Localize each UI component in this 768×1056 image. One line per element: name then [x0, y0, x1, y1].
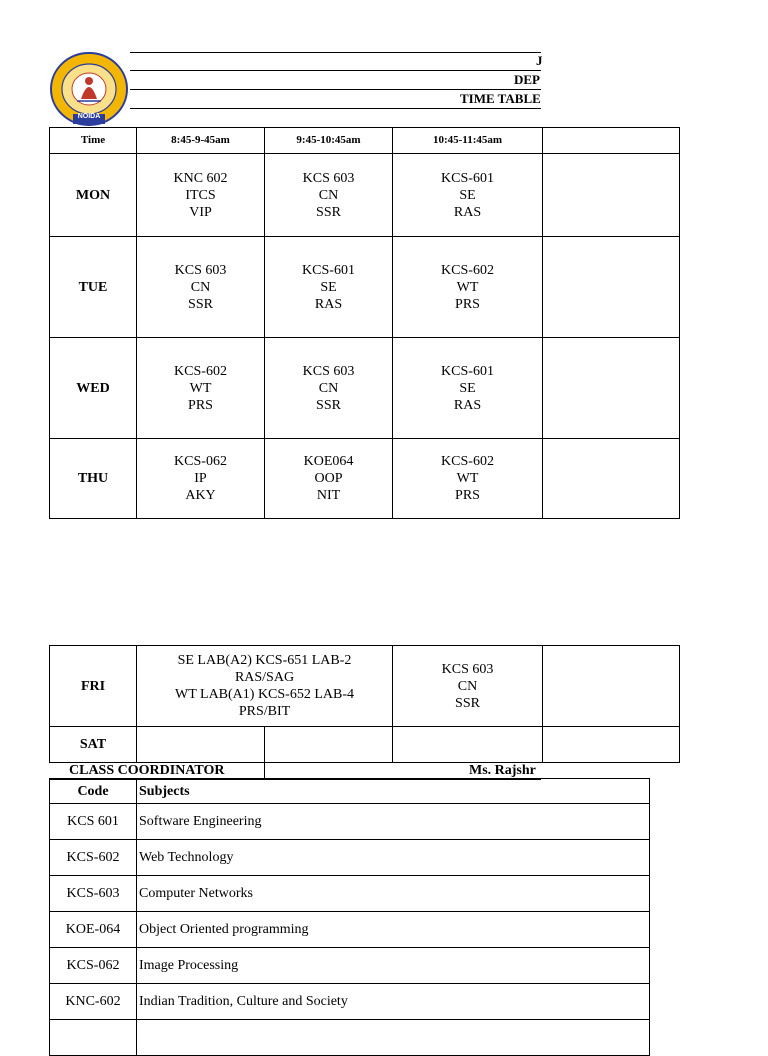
- timetable-row-thu: [50, 439, 680, 519]
- day-label: WED: [50, 338, 137, 439]
- class-cell: KNC 602 ITCS VIP: [137, 154, 265, 237]
- subjects-header-row: [50, 779, 650, 804]
- coordinator-name: Ms. Rajshr: [469, 763, 536, 778]
- subject-row: [50, 876, 650, 912]
- subject-code: KCS 601: [50, 804, 137, 840]
- col-header-code: Code: [50, 779, 137, 804]
- subject-code: KCS-603: [50, 876, 137, 912]
- subject-name: Computer Networks: [137, 876, 650, 912]
- col-header-slot1: 8:45-9-45am: [137, 128, 265, 154]
- subject-row-empty: [50, 1020, 650, 1056]
- day-label: MON: [50, 154, 137, 237]
- subjects-table: [49, 778, 650, 1056]
- class-cell: KCS-601 SE RAS: [265, 237, 393, 338]
- subject-row: [50, 948, 650, 984]
- timetable-grid: [49, 127, 680, 519]
- header-line1: J: [536, 53, 543, 68]
- subject-code: KCS-062: [50, 948, 137, 984]
- timetable-row-mon: [50, 154, 680, 237]
- class-cell: KCS-601 SE RAS: [393, 154, 543, 237]
- col-header-subjects: Subjects: [137, 779, 650, 804]
- day-label: TUE: [50, 237, 137, 338]
- subject-row: [50, 840, 650, 876]
- subject-name: Image Processing: [137, 948, 650, 984]
- col-header-slot3: 10:45-11:45am: [393, 128, 543, 154]
- empty-cell: [265, 727, 393, 763]
- subject-name: Object Oriented programming: [137, 912, 650, 948]
- timetable-row-fri: [50, 646, 680, 727]
- timetable-title: TIME TABLE: [460, 91, 541, 106]
- class-cell: KCS-602 WT PRS: [137, 338, 265, 439]
- subject-name: Software Engineering: [137, 804, 650, 840]
- subject-code: KNC-602: [50, 984, 137, 1020]
- day-label: FRI: [50, 646, 137, 727]
- logo-bottom-text: NOIDA: [77, 113, 101, 120]
- class-cell: KCS 603 CN SSR: [137, 237, 265, 338]
- subject-code: KCS-602: [50, 840, 137, 876]
- timetable-header-row: [50, 128, 680, 154]
- coordinator-label: CLASS COORDINATOR: [69, 763, 225, 778]
- subject-name: Web Technology: [137, 840, 650, 876]
- lab-cell: SE LAB(A2) KCS-651 LAB-2 RAS/SAG WT LAB(A1) KCS-652 LAB-4 PRS/BIT: [137, 646, 393, 727]
- empty-cell: [393, 727, 543, 763]
- timetable-row-sat: [50, 727, 680, 763]
- class-cell: KCS 603 CN SSR: [393, 646, 543, 727]
- class-cell: KCS 603 CN SSR: [265, 154, 393, 237]
- class-cell: KCS-602 WT PRS: [393, 237, 543, 338]
- subject-name: Indian Tradition, Culture and Society: [137, 984, 650, 1020]
- subject-row: [50, 984, 650, 1020]
- empty-cell: [137, 727, 265, 763]
- timetable-grid-continued: [49, 645, 680, 763]
- day-label: THU: [50, 439, 137, 519]
- subject-row: [50, 912, 650, 948]
- class-cell: KCS 603 CN SSR: [265, 338, 393, 439]
- class-cell: KOE064 OOP NIT: [265, 439, 393, 519]
- timetable-row-wed: [50, 338, 680, 439]
- col-header-time: Time: [50, 128, 137, 154]
- day-label: SAT: [50, 727, 137, 763]
- class-cell: KCS-602 WT PRS: [393, 439, 543, 519]
- department-title: DEP: [514, 72, 540, 87]
- subject-row: [50, 804, 650, 840]
- subject-code: KOE-064: [50, 912, 137, 948]
- class-cell: KCS-062 IP AKY: [137, 439, 265, 519]
- class-cell: KCS-601 SE RAS: [393, 338, 543, 439]
- col-header-slot2: 9:45-10:45am: [265, 128, 393, 154]
- timetable-row-tue: [50, 237, 680, 338]
